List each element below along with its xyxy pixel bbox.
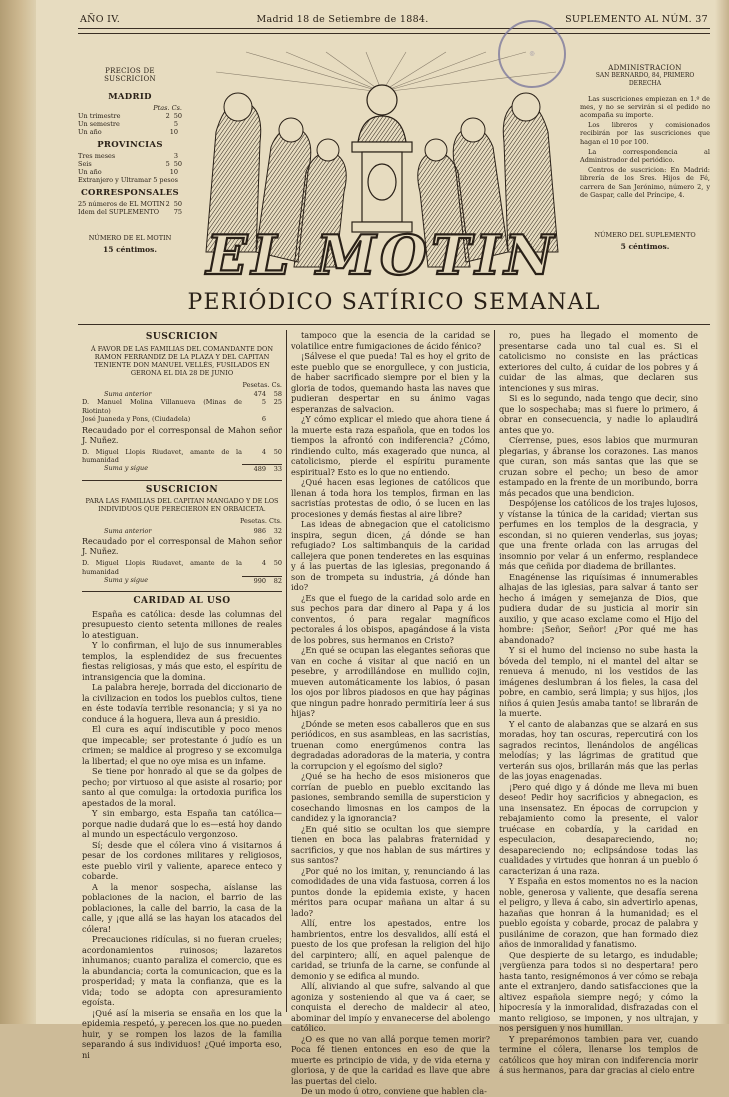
ledger-header-2: Pesetas. Cts. bbox=[239, 517, 282, 526]
price-pesetas: 5 bbox=[173, 120, 178, 129]
price-row bbox=[78, 208, 182, 216]
ledger-centimos: 25 bbox=[273, 398, 282, 407]
price-centimos: 50 bbox=[173, 159, 182, 168]
section-rule bbox=[82, 591, 282, 592]
periodical-title: PERIÓDICO SATÍRICO SEMANAL bbox=[187, 290, 601, 315]
article-paragraph: Enagénense las riquísimas é innumerables alhajas de las iglesias, para salvar á tanto ser hecho á imágen y semejanza de Dios, que pudiera dudar de su justicia al morir sin auxilio, y que acaso exclame como el Hijo del hombre: ¡Señor, Señor! ¿Por qué me has abandonado? bbox=[499, 571, 698, 645]
ledger-pesetas: 6 bbox=[261, 415, 266, 424]
article-paragraph: ¿En qué sitio se ocultan los que siempre tienen en boca las palabras fraternidad y sacrificios, y que nos hablan de sus mártires y sus santos? bbox=[291, 823, 490, 865]
central-bust bbox=[352, 85, 412, 232]
ledger-label: Suma anterior bbox=[104, 390, 152, 398]
ledger-row bbox=[82, 527, 282, 535]
article-paragraph: tampoco que la esencia de la caridad se volatilice entre fumigaciones de ácido fénico? bbox=[291, 330, 490, 351]
article-paragraph: Allí, aliviando al que sufre, salvando al que agoniza y sosteniendo al que va á caer, se conquista el derecho de maldecir al ateo, abominar del impío y envanecerse del abolengo católico. bbox=[291, 981, 490, 1033]
ledger-centimos: 58 bbox=[273, 390, 282, 398]
admin-title: ADMINISTRACION bbox=[608, 64, 682, 72]
administration-info bbox=[580, 64, 710, 251]
price-pesetas: 2 bbox=[165, 111, 170, 120]
price-values bbox=[166, 200, 182, 208]
ledger-pesetas: 5 bbox=[261, 398, 266, 407]
article-paragraph: ¡Sálvese el que pueda! Tal es hoy el grito de este pueblo que se enorgullece, y con justicia, de haber sacrificado siempre por el bien y la gloria de todos, quemando hasta las naves que pudieran despertar en su ánimo vagas esperanzas de salvacion. bbox=[291, 351, 490, 414]
price-label: Un año bbox=[78, 168, 102, 177]
article-paragraph: Se tiene por honrado al que se da golpes de pecho; por virtuoso al que asiste al rosario; por santo al que comulga: la ortodoxia purifica los apestados de la moral. bbox=[82, 766, 282, 808]
header-rule bbox=[78, 31, 710, 34]
ledger-label: José Juaneda y Pons, (Ciudadela) bbox=[82, 415, 191, 424]
price-label: Un trimestre bbox=[78, 111, 121, 120]
ledger-row bbox=[82, 390, 282, 398]
suscricion-title-2: SUSCRICION bbox=[145, 484, 219, 495]
admin-paragraph: Las suscriciones empiezan en 1.º de mes, y no se servirán si el pedido no acompaña su importe. bbox=[580, 94, 710, 120]
ledger-centimos bbox=[266, 415, 282, 423]
article-paragraph: Y si el humo del incienso no sube hasta la bóveda del templo, ni el mantel del altar se renueva á menudo, ni los vestidos de las imágenes deslumbran á los fieles, la casa del pobre, en cambio, será limpia; y sus hijos, ¡los niños á quien Jesús amaba tanto! se librarán de la muerte. bbox=[499, 645, 698, 718]
price-values bbox=[153, 176, 182, 184]
article-title: CARIDAD AL USO bbox=[133, 596, 231, 607]
price-row bbox=[78, 168, 182, 176]
article-paragraph: La palabra hereje, borrada del diccionario de la civilizacion en todos los pueblos cultos, tiene en éste todavía terrible resonancia; y si ya no conduce á la hoguera, lleva aun á presidio. bbox=[82, 682, 282, 724]
supplement-numero-price: 5 céntimos. bbox=[620, 242, 670, 252]
subscription-prices bbox=[78, 64, 182, 254]
admin-address: SAN BERNARDO, 84, PRIMERO DERECHA bbox=[595, 72, 695, 88]
article-paragraph: ro, pues ha llegado el momento de presentarse cada uno tal cual es. Si el catolicismo no consiste en las prácticas exteriores del culto, á cuidar de los pobres y á cuidar de las almas, que declaren sus intenciones y sus miras. bbox=[499, 330, 698, 393]
article-paragraph: ¡Pero qué digo y á dónde me lleva mi buen deseo! Pedir hoy sacrificios y abnegacion, es una insensatez. En épocas de corrupcion y rebajamiento como la presente, el valor truécase en cobardía, y la caridad en especulacion, desapareciendo, no; desapareciendo no; eclipsándose todas las cualidades y virtudes que honran á un pueblo ó caracterizan á una raza. bbox=[499, 781, 698, 876]
price-values bbox=[174, 152, 182, 160]
article-paragraph: De un modo ú otro, conviene que hablen cla- bbox=[301, 1086, 487, 1096]
article-paragraph: ¿Qué hacen esas legiones de católicos que llenan á toda hora los templos, firman en las sacristías protestas de odio, ó se lucen en las procesiones y demás fiestas al aire libre? bbox=[291, 477, 490, 519]
ledger-row bbox=[82, 398, 282, 415]
price-label: Un semestre bbox=[78, 120, 120, 129]
corresponsales-heading: CORRESPONSALES bbox=[80, 188, 179, 199]
article-paragraph: Y sin embargo, esta España tan católica—porque nadie dudará que lo es—está hoy dando al mundo un espectáculo vergonzoso. bbox=[82, 808, 282, 840]
price-values bbox=[170, 168, 182, 176]
price-row bbox=[78, 128, 182, 136]
library-stamp: ◎ bbox=[498, 20, 566, 88]
logo-text: EL MOTIN bbox=[206, 223, 558, 287]
article-paragraph: Si es lo segundo, nada tengo que decir, sino que lo sospechaba; mas si fuere lo primero, á obrar en consecuencia, y nadie lo aplaudirá antes que yo. bbox=[499, 393, 698, 435]
supplement-number: SUPLEMENTO AL NÚM. 37 bbox=[565, 14, 708, 25]
price-pesetas: 5 pesos bbox=[153, 176, 178, 185]
price-pesetas: 3 bbox=[173, 151, 178, 160]
ledger-note-2: Recaudado por el corresponsal de Mahon señor J. Nuñez. bbox=[82, 537, 282, 557]
numero-price: 15 céntimos. bbox=[103, 245, 157, 255]
ledger-pesetas: 4 bbox=[261, 559, 266, 568]
price-row bbox=[78, 152, 182, 160]
price-values bbox=[174, 120, 182, 128]
article-paragraph: Despójense los católicos de los trajes lujosos, y vístanse la túnica de la caridad; viertan sus perfumes en los templos de la desgracia, y escondan, si no quieren venderlas, sus joyas; que una frente orlada con las arrugas del insomnio por velar á un enfermo, resplandece más que ceñida por diadema de brillantes. bbox=[499, 498, 698, 571]
ledger-centimos: 50 bbox=[273, 447, 282, 456]
page-edge bbox=[715, 0, 729, 1024]
price-pesetas: 2 bbox=[165, 199, 170, 208]
price-pesetas: 10 bbox=[169, 128, 178, 137]
price-pesetas: 5 bbox=[165, 159, 170, 168]
article-paragraph: El cura es aquí indiscutible y poco menos que impecable; ser protestante ó judío es un crimen; se maldice al progreso y se excomulga la libertad; el que no oye misa es un infame. bbox=[82, 724, 282, 766]
ledger-centimos: 50 bbox=[273, 559, 282, 568]
masthead-rule bbox=[78, 324, 710, 325]
ledger-row bbox=[82, 415, 282, 423]
article-paragraph: España es católica: desde las columnas del presupuesto ciento setenta millones de reales lo atestiguan. bbox=[82, 608, 282, 640]
article-paragraph: Las ideas de abnegacion que el catolicismo inspira, segun dicen, ¿á dónde se han refugiado? Los saltimbanquis de la caridad callejera que ponen tenderetes en las esquinas y á las puertas de las iglesias, pregonando á son de trompeta su industria, ¿á dónde han ido? bbox=[291, 519, 490, 592]
article-paragraph: Sí; desde que el cólera vino á visitarnos á pesar de los cordones militares y religiosos, este pueblo viril y valiente, aparece enteco y cobarde. bbox=[82, 839, 282, 882]
book-binding bbox=[0, 0, 36, 1024]
article-paragraph: ¿En qué se ocupan las elegantes señoras que van en coche á visitar al que nació en un pesebre, y arrodillándose en mullido cojin, mueven automáticamente los labios, ó pasan los ojos por libros piadosos en que hay páginas que ningun padre honrado permitiría leer á sus hijas? bbox=[291, 645, 490, 718]
ledger-centimos: 32 bbox=[273, 526, 282, 535]
article-paragraph: A la menor sospecha, aíslanse las poblaciones de la nacion, el barrio de las poblaciones, la calle del barrio, la casa de la calle, y ¡que allá se las hayan los atacados del cólera! bbox=[82, 881, 282, 934]
prices-title: PRECIOS DE SUSCRICION bbox=[104, 67, 156, 84]
price-label: Seis bbox=[78, 159, 92, 168]
issue-year: AÑO IV. bbox=[80, 14, 121, 25]
ledger-note-1: Recaudado por el corresponsal de Mahon señor J. Nuñez. bbox=[82, 425, 282, 445]
ledger-label: D. Miguel Llopis Riudavet, amante de la humanidad bbox=[82, 559, 242, 576]
price-values bbox=[166, 160, 182, 168]
price-centimos: 50 bbox=[173, 111, 182, 120]
price-label: Extranjero y Ultramar bbox=[78, 176, 152, 185]
column-1 bbox=[78, 330, 286, 1060]
ledger-sum-2: Suma y sigue 990 82 bbox=[104, 576, 282, 586]
price-row bbox=[78, 176, 182, 184]
price-label: 25 números de EL MOTIN bbox=[78, 199, 165, 208]
price-label: Tres meses bbox=[78, 151, 116, 160]
article-paragraph: Y preparémonos tambien para ver, cuando termine el cólera, llenarse los templos de católicos que hoy miran con indiferencia morir á sus hermanos, para dar gracias al cielo entre bbox=[499, 1033, 698, 1075]
article-paragraph: ¿Dónde se meten esos caballeros que en sus periódicos, en sus asambleas, en las sacristías, truenan como energúmenos contra las degradadas adoradoras de la materia, y contra la corrupcion y el egoísmo del siglo? bbox=[291, 718, 490, 771]
ledger-label: Suma anterior bbox=[104, 526, 152, 535]
admin-paragraph: Centros de suscricion: En Madrid: librería de los Sres. Hijos de Fé, carrera de San Jerónimo, número 2, y de Gaspar, calle del Príncipe, 4. bbox=[580, 166, 710, 199]
price-pesetas: 10 bbox=[169, 168, 178, 177]
price-columns: Ptas. Cs. bbox=[153, 103, 182, 112]
article-paragraph: Que despierte de su letargo, es indudable; ¡vergüenza para todos si no despertara! pero hasta tanto, resignémonos á ver cómo se rebaja ante el extranjero, dando satisfacciones que la altivez española siempre negó; y cómo la hipocresía y la inmoralidad, disfrazadas con el manto religioso, se imponen, y nos ultrajan, y nos persiguen y nos humillan. bbox=[499, 949, 698, 1033]
ledger-row bbox=[82, 559, 282, 576]
ledger-pesetas: 474 bbox=[253, 390, 266, 398]
article-paragraph: Cíerrense, pues, esos labios que murmuran plegarias, y ábranse los corazones. Las manos que curan, son más santas que las que se cruzan sobre el pecho; un beso de amor estampado en la frente de un moribundo, borra más pecados que una bendicion. bbox=[499, 435, 698, 498]
header-line bbox=[78, 12, 710, 29]
ledger-pesetas: 986 bbox=[253, 526, 266, 535]
ledger-header-1: Pesetas. Cs. bbox=[242, 380, 282, 389]
column-2 bbox=[286, 330, 494, 1096]
ledger-pesetas: 4 bbox=[261, 447, 266, 456]
admin-paragraph: La correspondencia al Administrador del periódico. bbox=[580, 147, 710, 165]
supplement-numero-label: NÚMERO DEL SUPLEMENTO bbox=[594, 231, 696, 240]
admin-paragraph: Los libreros y comisionados recibirán por las suscriciones que hagan el 10 por 100. bbox=[580, 121, 710, 146]
suscricion-subtitle-1: Á FAVOR DE LAS FAMILIAS DEL COMANDANTE DON RAMON FERRANDIZ DE LA PLAZA Y DEL CAPITAN TENIENTE DON MANUEL VELLÉS, FUSILADOS EN GERONA EL DIA 28 DE JUNIO bbox=[90, 344, 274, 377]
price-label: Un año bbox=[78, 128, 102, 137]
article-paragraph: ¿Es que el fuego de la caridad solo arde en sus pechos para dar dinero al Papa y á los conventos, ó para regalar magníficos pectorales á los obispos, apagándose á la vista de los pobres, sus hermanos en Cristo? bbox=[291, 592, 490, 645]
price-label: Idem del SUPLEMENTO bbox=[78, 207, 160, 216]
price-row bbox=[78, 112, 182, 120]
newspaper-content bbox=[78, 12, 710, 1096]
issue-date: Madrid 18 de Setiembre de 1884. bbox=[256, 14, 429, 25]
article-paragraph: Allí, entre los apestados, entre los hambrientos, entre los desvalidos, allí está el puesto de los que profesan la religion del hijo del carpintero; allí, en aquel palenque de caridad, se triunfa de la carne, se confunde al demonio y se edifica al mundo. bbox=[291, 918, 490, 981]
provincias-heading: PROVINCIAS bbox=[97, 140, 163, 151]
article-paragraph: Precauciones ridículas, si no fueran crueles; acordonamientos ruinosos; lazaretos inhumanos; cuanto paraliza el comercio, que es la abundancia; corta la comunicacion, que es la prosperidad; y mata la confianza, que es la vida; todo se adopta con apresuramiento egoísta. bbox=[82, 934, 282, 1008]
suscricion-subtitle-2: PARA LAS FAMILIAS DEL CAPITAN MANGADO Y DE LOS INDIVIDUOS QUE PERECIERON EN ORBAICETA. bbox=[85, 497, 279, 514]
price-values bbox=[170, 208, 182, 216]
article-paragraph: Y España en estos momentos no es la nacion noble, generosa y valiente, que desafía serena el peligro, y lleva á cabo, sin advertirlo apenas, hazañas que honran á la humanidad; es el pueblo egoísta y cobarde, procaz de palabra y pusilánime de corazon, que han formado diez años de inmoralidad y fanatismo. bbox=[499, 876, 698, 949]
article-paragraph: Y lo confirman, el lujo de sus innumerables templos, la esplendidez de sus frecuentes fiestas religiosas, y más que esto, el espíritu de intransigencia que la domina. bbox=[82, 640, 282, 682]
article-paragraph: ¿Por qué no los imitan, y, renunciando á las comodidades de una vida fastuosa, corren á los puntos donde la epidemia existe, y hacen méritos para ocupar mañana un altar á su lado? bbox=[291, 865, 490, 918]
article-columns bbox=[78, 330, 710, 1096]
article-paragraph: ¿O es que no van allá porque temen morir? Poca fé tienen entonces en eso de que la muerte es principio de vida, y de vida eterna y gloriosa, y de que la caridad es llave que abre las puertas del cielo. bbox=[291, 1033, 490, 1086]
ledger-label: D. Miguel Llopis Riudavet, amante de la humanidad bbox=[82, 447, 242, 465]
ledger-label: D. Manuel Molina Villanueva (Minas de Riotinto) bbox=[82, 398, 242, 415]
article-paragraph: ¿Y cómo explicar el miedo que ahora tiene á la muerte esta raza española, que en todos los tiempos la afrontó con indiferencia? ¿Cómo, rindiendo culto, más exagerado que nunca, al catolicismo, pierde el espíritu puramente espiritual? Esto es lo que no entiendo. bbox=[291, 414, 490, 477]
numero-label: NÚMERO DE EL MOTIN bbox=[88, 234, 172, 243]
ledger-sum-1: Suma y sigue 489 33 bbox=[104, 464, 282, 474]
article-paragraph: ¡Qué así la miseria se ensaña en los que la epidemia respetó, y perecen los que no pueden huir, y se rompen los lazos de la familia separando á sus individuos! ¿Qué importa eso, ni bbox=[82, 1007, 282, 1060]
article-paragraph: ¿Qué se ha hecho de esos misioneros que corrían de pueblo en pueblo excitando las pasiones, sembrando semilla de supersticion y cosechando limosnas en los campos de la candidez y la ignorancia? bbox=[291, 771, 490, 823]
price-values bbox=[166, 112, 182, 120]
article-paragraph: Y el canto de alabanzas que se alzará en sus moradas, hoy tan oscuras, repercutirá con los sagrados recintos, llenándolos de angélicas melodías; y las lágrimas de gratitud que verterán sus ojos, brillarán más que las perlas de las joyas enagenadas. bbox=[499, 718, 698, 781]
column-3 bbox=[494, 330, 702, 1075]
price-row bbox=[78, 160, 182, 168]
suscricion-title-1: SUSCRICION bbox=[145, 332, 219, 342]
price-centimos: 50 bbox=[173, 199, 182, 208]
price-row bbox=[78, 200, 182, 208]
price-centimos: 75 bbox=[173, 207, 182, 216]
section-rule bbox=[82, 480, 282, 481]
price-values bbox=[170, 128, 182, 136]
ledger-row bbox=[82, 448, 282, 465]
price-row bbox=[78, 120, 182, 128]
madrid-heading: MADRID bbox=[108, 92, 152, 103]
el-motin-illustration bbox=[186, 52, 578, 290]
